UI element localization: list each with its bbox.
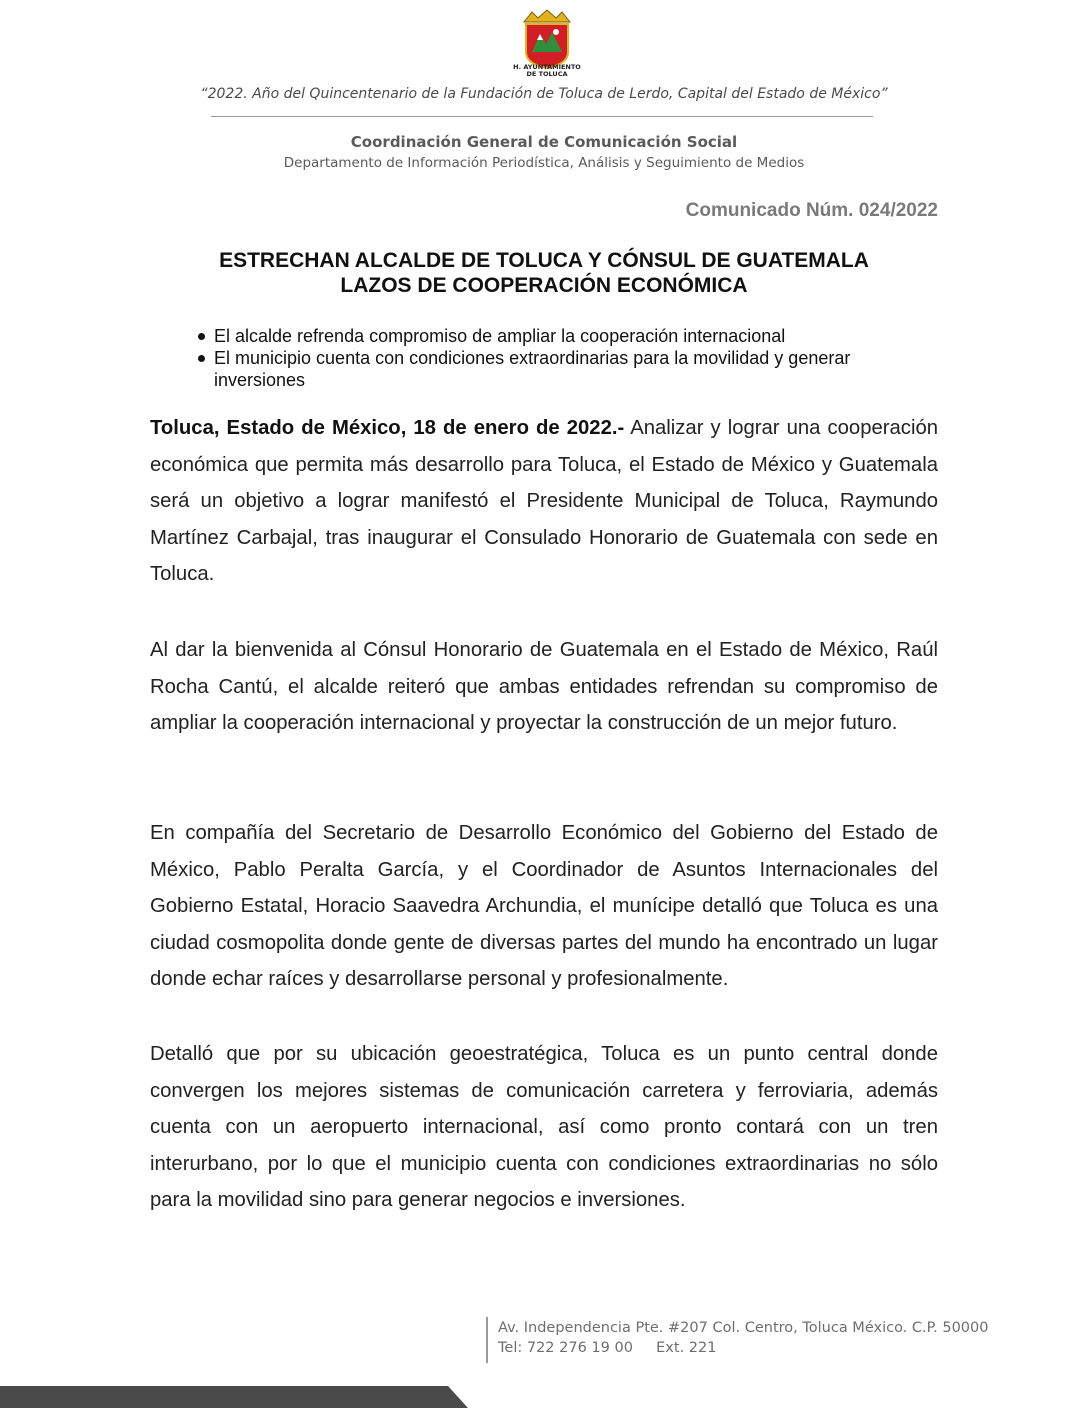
- footer-address: Av. Independencia Pte. #207 Col. Centro, Toluca México. C.P. 50000: [498, 1320, 989, 1336]
- body-paragraph-1: [150, 410, 938, 593]
- header-divider: [211, 116, 873, 117]
- footer-contact: [498, 1340, 716, 1356]
- communique-number: Comunicado Núm. 024/2022: [685, 200, 938, 221]
- paragraph-text: Analizar y lograr una cooperación económica que permita más desarrollo para Toluca, el Estado de México y Guatemala será un objetivo a lograr manifestó el Presidente Municipal de Toluca, Raymundo Martínez Carbajal, tras inaugurar el Consulado Honorario de Guatemala con sede en Toluca.: [150, 417, 939, 585]
- logo-caption-line-1: H. AYUNTAMIENTO: [513, 63, 581, 71]
- bullet-item: [150, 347, 940, 391]
- bullet-text: El municipio cuenta con condiciones extraordinarias para la movilidad y generar inversiones: [214, 348, 851, 390]
- headline-line-2: LAZOS DE COOPERACIÓN ECONÓMICA: [340, 274, 748, 297]
- bullet-text: El alcalde refrenda compromiso de ampliar la cooperación internacional: [214, 326, 786, 346]
- footer-band: [0, 1386, 470, 1408]
- bullet-item: [150, 325, 940, 347]
- paragraph-text: Al dar la bienvenida al Cónsul Honorario de Guatemala en el Estado de México, Raúl Rocha Cantú, el alcalde reiteró que ambas entidades refrendan su compromiso de ampliar la cooperación internacional y proyectar la construcción de un mejor futuro.: [150, 639, 938, 734]
- footer-address-bar: [486, 1317, 488, 1363]
- body-paragraph-4: [150, 1036, 938, 1219]
- bullet-dot-icon: [198, 355, 205, 362]
- footer-phone: Tel: 722 276 19 00: [498, 1340, 633, 1356]
- body-paragraph-2: [150, 632, 938, 742]
- footer-extension: Ext. 221: [656, 1340, 717, 1356]
- headline-line-1: ESTRECHAN ALCALDE DE TOLUCA Y CÓNSUL DE GUATEMALA: [219, 249, 869, 272]
- dateline: Toluca, Estado de México, 18 de enero de 2022.-: [150, 417, 625, 439]
- logo-caption-line-2: DE TOLUCA: [526, 70, 568, 78]
- headline: [150, 248, 938, 298]
- bullet-dot-icon: [198, 333, 205, 340]
- paragraph-text: En compañía del Secretario de Desarrollo Económico del Gobierno del Estado de México, Pablo Peralta García, y el Coordinador de Asuntos Internacionales del Gobierno Estatal, Horacio Saavedra Archundia, el munícipe detalló que Toluca es una ciudad cosmopolita donde gente de diversas partes del mundo ha encontrado un lugar donde echar raíces y desarrollarse personal y profesionalmente.: [150, 822, 938, 990]
- paragraph-text: Detalló que por su ubicación geoestratégica, Toluca es un punto central donde convergen los mejores sistemas de comunicación carretera y ferroviaria, además cuenta con un aeropuerto internacional, así como pronto contará con un tren interurbano, por lo que el municipio cuenta con condiciones extraordinarias no sólo para la movilidad sino para generar negocios e inversiones.: [150, 1043, 938, 1211]
- body-paragraph-3: [150, 815, 938, 998]
- year-motto: “2022. Año del Quincentenario de la Fundación de Toluca de Lerdo, Capital del Estado de México”: [200, 86, 888, 102]
- logo-caption: [500, 64, 594, 78]
- department-title: Departamento de Información Periodística, Análisis y Seguimiento de Medios: [283, 155, 805, 171]
- summary-bullets: [150, 325, 940, 391]
- coordination-title: Coordinación General de Comunicación Social: [350, 133, 738, 151]
